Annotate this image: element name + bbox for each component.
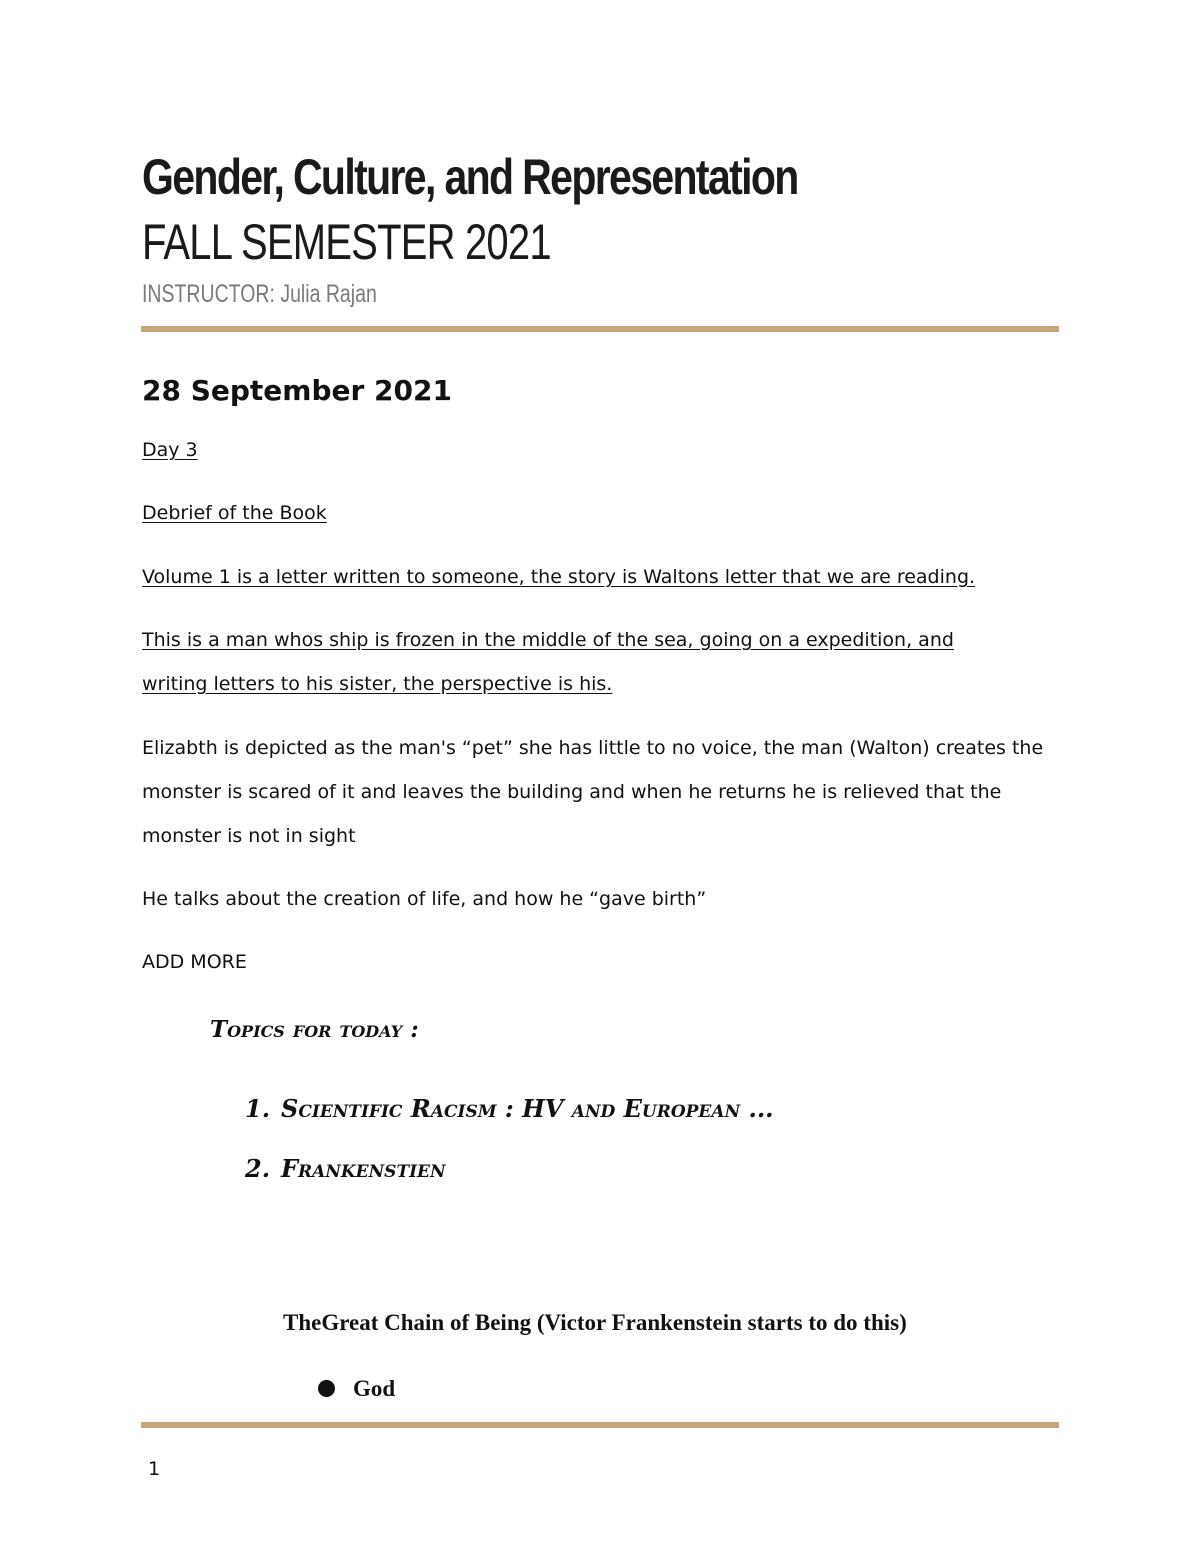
- chain-bullet-item: [318, 1376, 395, 1402]
- instructor-line: [142, 280, 377, 309]
- add-more-note: ADD MORE: [142, 951, 247, 973]
- ship-paragraph: This is a man whos ship is frozen in the middle of the sea, going on a expedition, and writing letters to his sister, the perspective is his.: [142, 629, 954, 695]
- debrief-label: Debrief of the Book: [142, 502, 327, 524]
- elizabeth-paragraph: Elizabth is depicted as the man's “pet” she has little to no voice, the man (Walton) creates the monster is scared of it and leaves the building and when he returns he is relieved that the monster is not in sight: [142, 737, 1044, 847]
- header-divider: [141, 326, 1059, 332]
- chain-bullet-text: God: [353, 1376, 396, 1401]
- semester-subtitle: FALL SEMESTER 2021: [142, 214, 551, 270]
- topic-item: [245, 1154, 446, 1183]
- topics-heading: Topics for today :: [210, 1016, 419, 1043]
- volume-paragraph: Volume 1 is a letter written to someone, the story is Waltons letter that we are reading.: [142, 566, 976, 588]
- creation-paragraph: He talks about the creation of life, and how he “gave birth”: [142, 888, 707, 910]
- page-number: 1: [148, 1458, 161, 1480]
- instructor-name: Julia Rajan: [280, 280, 377, 308]
- topic-number: 2.: [245, 1154, 271, 1183]
- day-label: Day 3: [142, 439, 198, 461]
- topic-item: [245, 1094, 774, 1123]
- entry-date: 28 September 2021: [142, 374, 452, 407]
- chain-of-being-heading: TheGreat Chain of Being (Victor Frankenstein starts to do this): [283, 1310, 907, 1335]
- topic-text: Scientific Racism : HV and European ...: [281, 1094, 774, 1123]
- instructor-label: INSTRUCTOR:: [142, 280, 275, 308]
- bullet-dot-icon: [318, 1380, 335, 1397]
- topic-text: Frankenstien: [281, 1154, 446, 1183]
- topic-number: 1.: [245, 1094, 271, 1123]
- footer-divider: [141, 1422, 1059, 1428]
- document-title: Gender, Culture, and Representation: [142, 149, 798, 205]
